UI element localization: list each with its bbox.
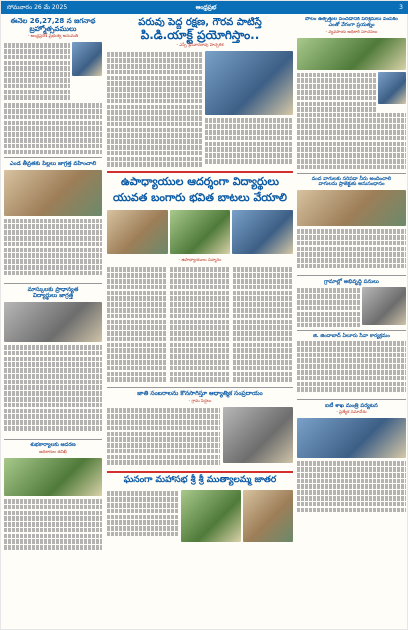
right-headline-2b: వాగులను ప్రాజెక్టుకు అనుసంధానం [318, 181, 385, 188]
lead-headline: పరువు పెద్ద రక్షణ, గౌరవ పాటిస్తే [138, 17, 262, 28]
banner-photo-2 [170, 210, 231, 254]
right-column [297, 17, 406, 629]
lower-photo [223, 407, 293, 463]
mid-article-col-2 [170, 266, 230, 384]
left-article-2-text [4, 218, 102, 280]
bottom-photo-1 [181, 490, 241, 542]
right-article-4-text [297, 340, 406, 396]
lead-photo-officer [205, 51, 293, 115]
right-photo-3 [362, 287, 406, 325]
lower-subhead: - గ్రామ పెద్దలు [188, 398, 212, 404]
masthead-brand: ఆంధ్రప్రభ [195, 4, 217, 11]
banner-headline-2: యువత బంగారు భవిత బాటలు వేయాలి [112, 191, 287, 205]
right-headline-5: ఐటీ శాఖ మంత్రి పర్యటన [325, 402, 378, 409]
right-photo-5 [297, 418, 406, 458]
left-headline-3b: విద్యార్థులు జాగ్రత్త [32, 293, 74, 300]
right-headline-2: వంద వాగులకు సరిపడా నీరు అందించాలి [311, 175, 392, 182]
left-photo-3 [4, 302, 102, 342]
right-headline-1: పొలం ఉత్పత్తుల పెంచడానికి పరిశ్రమలు పెంపకం [305, 17, 398, 22]
left-subhead-4: అధికారుల తనిఖీ [39, 448, 67, 454]
left-article-1-text [4, 42, 70, 102]
right-headline-4: జి. జిందాబాద్ ఏలూరు సేవా కార్యక్రమం [313, 333, 390, 340]
right-article-1-text [297, 72, 376, 112]
left-subhead-1: - ఆంధ్రప్రదేశ్ ప్రభుత్వ అనుమతి [27, 33, 79, 39]
left-headline-3: మాస్కులకు ప్రాధాన్యత [27, 286, 79, 293]
left-headline-2: ఎండ తీవ్రతకు పిల్లలు జాగ్రత్త వహించాలి [9, 161, 97, 168]
lead-subhead: - ఎస్పీ శ్రీనివాసరావు హెచ్చరిక [176, 42, 224, 48]
bottom-banner: ఘనంగా మహాసభ శ్రీ శ్రీ ముత్యాలమ్మ జాతర [123, 475, 277, 486]
right-photo-2 [297, 190, 406, 226]
banner-subhead: - ఉపాధ్యాయులు సన్మానం [178, 257, 222, 263]
right-headline-1b: ఎంతో వేగంగా ప్రయత్నం [328, 21, 375, 28]
lead-article-text-1 [107, 51, 202, 169]
masthead-bar [1, 1, 408, 14]
left-photo-2 [4, 170, 102, 216]
right-article-2-text [297, 228, 406, 272]
right-subhead-5: - ప్రత్యేక సమావేశం [336, 409, 367, 415]
left-article-4-text [4, 498, 102, 558]
right-article-5-text [297, 460, 406, 518]
left-headline-1b: బ్రహ్మోత్సవములు [29, 25, 77, 34]
left-headline-4: శుభకార్యాలకు ఆదరణ [30, 441, 76, 448]
banner-photo-1 [107, 210, 168, 254]
left-article-1-more [4, 102, 102, 154]
left-photo-4 [4, 458, 102, 496]
mid-article-col-3 [233, 266, 293, 384]
page-number: 3 [399, 4, 403, 11]
bottom-article-text [107, 490, 179, 542]
lower-headline: జాతి సంబరాలను కొనసాగిస్తూ ఆధ్యాత్మిక సంప్రదాయం [137, 390, 263, 398]
masthead-date: సోమవారం 26 మే 2025 [7, 4, 68, 11]
left-column [4, 17, 102, 629]
banner-photo-3 [232, 210, 293, 254]
mid-article-col-1 [107, 266, 167, 384]
right-article-3-text [297, 287, 360, 327]
right-photo-1 [297, 38, 406, 70]
right-subhead-1: - వ్యవసాయ అధికారి సూచనలు [325, 28, 378, 34]
lead-article-text-2 [205, 117, 293, 167]
right-article-1-more [297, 112, 406, 170]
lead-headline-2: పి.డి.యాక్ట్ ప్రయోగిస్తాం.. [140, 27, 260, 42]
middle-column [107, 17, 293, 629]
right-portrait-1 [378, 72, 406, 104]
left-article-3-text [4, 344, 102, 436]
bottom-photo-2 [243, 490, 293, 542]
left-headline-1: ఈనెల 26,27,28 న జగనాథ [10, 17, 96, 25]
right-headline-3: గ్రామాల్లో అభివృద్ధి పనులు [324, 279, 379, 285]
lower-article-text [107, 407, 220, 469]
left-portrait-photo [72, 42, 102, 76]
banner-headline-1: ఉపాధ్యాయుల ఆదర్శంగా విద్యార్థులు [121, 175, 279, 189]
